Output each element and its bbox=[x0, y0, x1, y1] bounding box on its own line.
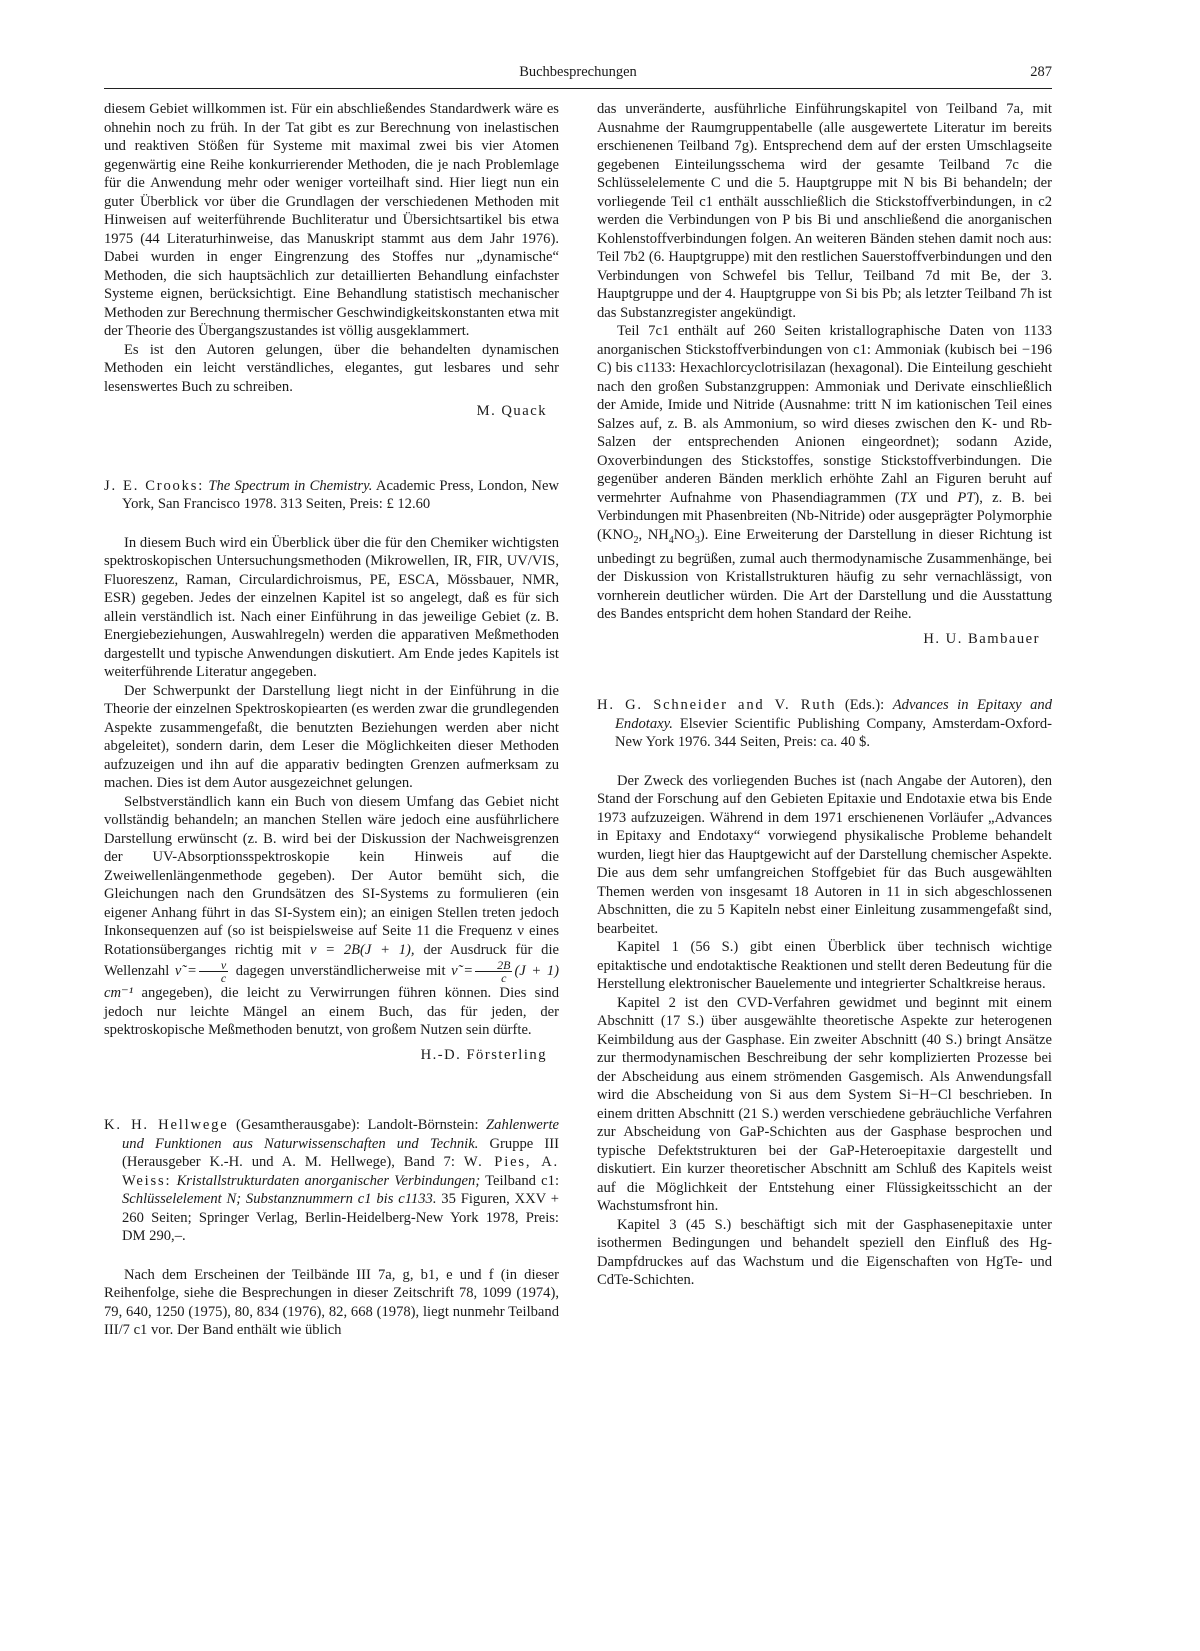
text-c: ), z. B. bei Verbindungen mit Phasenbreiten (Nb-Nitride) oder ausgeprägter Polymorphie (KNO bbox=[597, 489, 1052, 543]
review4-paragraph-2: Kapitel 1 (56 S.) gibt einen Überblick über technisch wichtige epitaktische und endotaktische Reaktionen und stellt deren Bedeutung für die Herstellung elektronischer Bauelemente und integrierter Schaltkreise heraus. bbox=[597, 939, 1052, 993]
equation-wavenumber-fraction bbox=[199, 959, 228, 984]
page-number: 287 bbox=[1030, 64, 1052, 80]
review3-text-6: Schlüsselelement N; Substanznummern c1 bis c1133. bbox=[122, 1191, 437, 1207]
review3-title: Zahlenwerte und Funktionen aus Naturwissenschaften und Technik. bbox=[122, 1117, 559, 1152]
review4-author: H. G. Schneider and V. Ruth bbox=[597, 697, 837, 714]
review4-paragraph-1: Der Zweck des vorliegenden Buches ist (nach Angabe der Autoren), den Stand der Forschung auf den Gebieten Epitaxie und Endotaxie etwa bis Ende 1973 aufzuzeigen. Während in dem 1971 erschienenen Vorläufer „Advances in Epitaxy and Endotaxy“ vorwiegend physikalische Probleme behandelt wurden, liegt hier das Hauptgewicht auf der Darstellung chemischer Aspekte. Die aus dem sehr umfangreichen Stoffgebiet für das Buch ausgewählten Themen werden von insgesamt 18 Autoren in 11 in sich abgeschlossenen Abschnitten, die zu 5 Kapiteln nebst einer Einleitung zusammengefaßt sind, bearbeitet. bbox=[597, 772, 1052, 937]
review3-text-1: (Gesamtherausgabe): Landolt-Börnstein: bbox=[235, 1117, 479, 1133]
review4-paragraph-3: Kapitel 2 ist den CVD-Verfahren gewidmet und beginnt mit einem Abschnitt (17 S.) über ausgewählte theoretische Aspekte zur heterogenen Keimbildung aus der Gasphase. Ein zweiter Abschnitt (40 S.) bringt Ansätze zur thermodynamischen Beschreibung der sehr komplizierten Prozesse bei der Abscheidung aus einem strömenden Gasgemisch. Als Anwendungsfall wird die Abscheidung von Si aus dem System Si−H−Cl beschrieben. In einem dritten Abschnitt (21 S.) werden verschiedene gebräuchliche Verfahren zur Abscheidung von GaP-Schichten aus der Gasphase besprochen und typische Defektstrukturen bei der GaP-Heteroepitaxie dargestellt und diskutiert. Ein kurzer theoretischer Abschnitt am Schluß des Kapitels weist auf die Möglichkeit der Entstehung einer Flüssigkeitsschicht an der Wachstumsfront hin. bbox=[597, 994, 1052, 1215]
review2-title: The Spectrum in Chemistry. bbox=[208, 477, 373, 494]
equation-wrong-lhs: ν̃ = bbox=[451, 962, 474, 979]
text-b: und bbox=[926, 489, 949, 506]
text-d: , NH bbox=[638, 526, 669, 543]
fraction-denominator: c bbox=[220, 971, 227, 985]
subscript: 4 bbox=[668, 534, 674, 546]
review2-paragraph-1: In diesem Buch wird ein Überblick über die für den Chemiker wichtigsten spektroskopischen Untersuchungsmethoden (Mikrowellen, IR, FIR, UV/VIS, Fluoreszenz, Raman, Circulardichroismus, PE, ESCA, Mössbauer, NMR, ESR) gegeben. Jedes der einzelnen Kapitel ist so angelegt, daß es für sich allein verständlich ist. Nach einer Einführung in das jeweilige Gebiet (z. B. Energiebeziehungen, Auswahlregeln) werden die apparativen Meßmethoden dargestellt und typische Anwendungen diskutiert. Am Ende jedes Kapitels ist weiterführende Literatur angegeben. bbox=[104, 534, 559, 680]
review3-paragraph-2: das unveränderte, ausführliche Einführungskapitel von Teilband 7a, mit Ausnahme der Raumgruppentabelle (alle ausgewertete Literatur im bereits erschienenen Teilband 7g). Entsprechend dem auf der ersten Umschlagseite gegebenen Einteilungsschema wird der gesamte Teilband 7c die Schlüsselelemente C und die 5. Hauptgruppe mit N bis Bi behandeln; der vorliegende Teil c1 enthält ausschließlich die Stickstoffverbindungen, in c2 werden die Verbindungen von P bis Bi und anschließend die anorganischen Kohlenstoffverbindungen folgen. An weiteren Bänden stehen damit noch aus: Teil 7b2 (6. Hauptgruppe) mit den restlichen Sauerstoffverbindungen und den Verbindungen von Schwefel bis Tellur, Teilband 7d mit Be, der 3. Hauptgruppe und der 4. Hauptgruppe von Si bis Pb; als letzter Teilband 7h ist das Substanzregister angekündigt. bbox=[597, 101, 1052, 321]
review1-paragraph-1: diesem Gebiet willkommen ist. Für ein abschließendes Standardwerk wäre es ohnehin noch zu früh. In der Tat gibt es zur Berechnung von inelastischen und reaktiven Stößen für Systeme mit maximal zwei bis vier Atomen gegenwärtig eine Reihe konkurrierender Methoden, die je nach Problemlage für die Anwendung mehr oder weniger vorteilhaft sind. Hier liegt nun ein guter Überblick vor über die Grundlagen der verschiedenen Methoden mit Hinweisen auf weiterführende Buchliteratur und Übersichtsartikel bis etwa 1975 (44 Literaturhinweise, das Manuskript stammt aus dem Jahr 1976). Dabei wurden in enger Eingrenzung des Stoffes nur „dynamische“ Methoden, die sich hauptsächlich zur detaillierten Behandlung einfachster Systeme eignen, berücksichtigt. Eine Behandlung statistisch mechanischer Methoden zur Berechnung thermischer Geschwindigkeitskonstanten etwa mit der Theorie des Übergangszustandes ist völlig ausgeklammert. bbox=[104, 101, 559, 339]
subscript: 2 bbox=[633, 534, 639, 546]
review3-subtitle: Kristallstrukturdaten anorganischer Verbindungen; bbox=[176, 1172, 481, 1189]
review2-p3-text-a: Selbstverständlich kann ein Buch von diesem Umfang das Gebiet nicht vollständig behandeln; an manchen Stellen wäre jedoch eine ausführlichere Darstellung erwünscht (z. B. wird bei der Diskussion der Nachweisgrenzen der UV-Absorptionsspektroskopie kein Hinweis auf die Zweiwellenlängenmethode gegeben). Der Autor bemüht sich, die Gleichungen nach den Grundsätzen des SI-Systems zu formulieren (ein eigener Anhang führt in das SI-System ein); an einigen Stellen treten jedoch Inkonsequenzen auf (so ist beispielsweise auf Seite 11 die Frequenz ν eines Rotationsüberganges richtig mit bbox=[104, 793, 559, 958]
review1-signature: M. Quack bbox=[476, 403, 547, 419]
review3-text-7: 35 Figuren, XXV + 260 Seiten; Springer Verlag, Berlin-Heidelberg-New York 1978, Preis: DM 290,–. bbox=[122, 1191, 559, 1244]
review2-author: J. E. Crooks: bbox=[104, 477, 205, 494]
review4-publisher: Elsevier Scientific Publishing Company, Amsterdam-Oxford-New York 1976. 344 Seiten, Preis: ca. 40 $. bbox=[615, 715, 1052, 751]
fraction-numerator: 2B bbox=[475, 959, 512, 972]
review3-reference bbox=[104, 1116, 559, 1246]
review4-eds: (Eds.): bbox=[844, 697, 885, 714]
fraction-numerator: ν bbox=[199, 959, 228, 972]
running-header bbox=[104, 64, 1052, 88]
review3-signature: H. U. Bambauer bbox=[923, 630, 1040, 647]
text-f: ). Eine Erweiterung der Darstellung in dieser Richtung ist unbedingt zu begrüßen, zumal auch thermodynamische Zusammenhänge, bei der Diskussion von Kristallstrukturen häufig zu sehr vernachlässigt, von vornherein deutlicher würden. Die Art der Darstellung und die Ausstattung des Bandes entspricht dem hohen Standard der Reihe. bbox=[597, 526, 1052, 623]
review2-reference bbox=[104, 477, 559, 514]
review2-publisher: Academic Press, London, New York, San Francisco 1978. 313 Seiten, Preis: £ 12.60 bbox=[122, 477, 559, 512]
left-column bbox=[104, 100, 559, 1340]
text-e: NO bbox=[673, 526, 695, 543]
header-title: Buchbesprechungen bbox=[519, 64, 637, 80]
subscript: 3 bbox=[694, 534, 700, 546]
review4-title: Advances in Epitaxy and Endotaxy. bbox=[615, 697, 1052, 732]
review3-text-3: Gruppe III (Herausgeber K.-H. und A. M. Hellwege), Band 7: bbox=[122, 1135, 560, 1170]
equation-wrong-rhs: (J + 1) cm⁻¹ bbox=[104, 962, 559, 1001]
equation-wavenumber-lhs: ν̃ = bbox=[174, 962, 197, 979]
review2-p3-text-d: angegeben), die leicht zu Verwirrungen führen können. Dies sind jedoch nur leichte Mängel an einem Buch, das für jeden, der spektroskopische Meßmethoden benutzt, von großem Nutzen sein dürfte. bbox=[104, 985, 559, 1038]
review3-paragraph-3 bbox=[597, 322, 1052, 624]
review2-signature: H.-D. Försterling bbox=[420, 1046, 547, 1063]
review2-p3-text-c: dagegen unverständlicherweise mit bbox=[235, 962, 446, 979]
header-rule bbox=[104, 88, 1052, 89]
review2-p3-text-b: der Ausdruck für die Wellenzahl bbox=[104, 941, 559, 979]
equation-wrong-fraction bbox=[475, 959, 512, 984]
review1-paragraph-2: Es ist den Autoren gelungen, über die behandelten dynamischen Methoden ein leicht verständliches, elegantes, gut lesbares und sehr lesenswertes Buch zu schreiben. bbox=[104, 341, 559, 395]
review3-text-5: Teilband c1: bbox=[485, 1172, 560, 1189]
review2-paragraph-2: Der Schwerpunkt der Darstellung liegt nicht in der Einführung in die Theorie der einzelnen Spektroskopiearten (es werden zwar die grundlegenden Aspekte zusammengefaßt, die benutzten Beziehungen werden aber nicht abgeleitet), sondern darin, dem Leser die Möglichkeiten dieser Methoden aufzuzeigen und ihn auf die apparativ bedingten Grenzen aufmerksam zu machen. Dies ist dem Autor ausgezeichnet gelungen. bbox=[104, 682, 559, 791]
equation-frequency: ν = 2B(J + 1), bbox=[309, 941, 415, 958]
text-tx: TX bbox=[899, 489, 917, 506]
fraction-denominator: c bbox=[501, 971, 507, 985]
review3-author: K. H. Hellwege bbox=[104, 1117, 229, 1133]
text-a: Teil 7c1 enthält auf 260 Seiten kristallographische Daten von 1133 anorganischen Stickstoffverbindungen von c1: Ammoniak (kubisch bei −196 C) bis c1133: Hexachlorcyclotrisilazan (hexagonal). Die Einteilung geschieht nach den großen Substanzgruppen: Ammoniak und Derivate einschließlich der Amide, Imide und Nitride (Ausnahme: tritt N im kationischen Teil eines Salzes auf, z. B. als Ammonium, so wird dieses zwischen den K- und Rb-Salzen der entsprechenden Anionen eingeordnet); sodann Azide, Oxoverbindungen des Stickstoffes, sonstige Stickstoffverbindungen. Die gegenüber anderen Bänden merklich erhöhte Zahl an Figuren beruht auf vermehrter Aufnahme von Phasendiagrammen ( bbox=[597, 323, 1052, 506]
review4-paragraph-4: Kapitel 3 (45 S.) beschäftigt sich mit der Gasphasenepitaxie unter isothermen Bedingungen und behandelt speziell den Einfluß des Hg-Dampfdruckes auf das Wachstum und die Eigenschaften von HgTe- und CdTe-Schichten. bbox=[597, 1216, 1052, 1289]
review2-paragraph-3 bbox=[104, 793, 559, 1040]
right-column bbox=[597, 100, 1052, 1290]
review3-paragraph-1: Nach dem Erscheinen der Teilbände III 7a, g, b1, e und f (in dieser Reihenfolge, siehe die Besprechungen in dieser Zeitschrift 78, 1099 (1974), 79, 640, 1250 (1975), 80, 834 (1976), 82, 668 (1978), liegt nunmehr Teilband III/7 c1 vor. Der Band enthält wie üblich bbox=[104, 1266, 559, 1338]
review4-reference bbox=[597, 696, 1052, 752]
review3-authors-2: W. Pies, A. Weiss: bbox=[122, 1154, 559, 1189]
text-pt: PT bbox=[957, 489, 975, 506]
